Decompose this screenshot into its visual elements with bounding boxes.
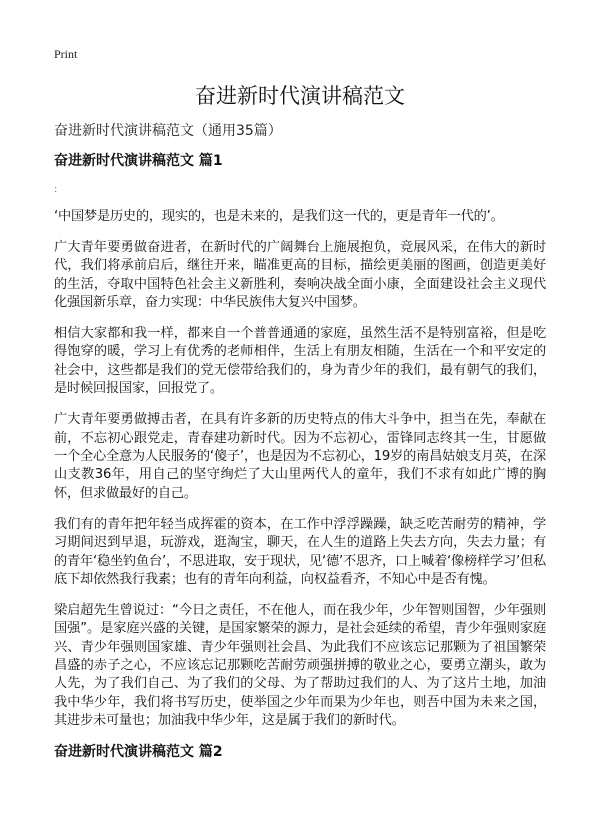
document-subtitle: 奋进新时代演讲稿范文（通用35篇） — [54, 123, 282, 139]
section-heading: 奋进新时代演讲稿范文 篇2 — [54, 744, 223, 761]
section-heading: 奋进新时代演讲稿范文 篇1 — [54, 153, 223, 169]
print-link[interactable]: Print — [54, 47, 78, 61]
paragraph: 梁启超先生曾说过：“今日之责任，不在他人，而在我少年，少年智则国智，少年强则国强”。是家庭兴盛的关键，是国家繁荣的源力，是社会延续的希望，青少年强则家庭兴、青少年强则国家雄、青少年强则社会昌、为此我们不应该忘记那颗为了祖国繁荣昌盛的赤子之心，不应该忘记那颗吃苦耐劳顽强拼搏的敬业之心，要勇立潮头，敢为人先，为了我们自己、为了我们的父母、为了帮助过我们的人、为了这片土地，加油我中华少年，我们将书写历史，使举国之少年而果为少年也，则吾中国为未来之国，其进步未可量也；加油我中华少年，这是属于我们的新时代。 — [54, 602, 546, 729]
paragraph: 广大青年要勇做奋进者，在新时代的广阔舞台上施展抱负，竞展风采，在伟大的新时代，我们将承前启后，继往开来，瞄准更高的目标，描绘更美丽的图画，创造更美好的生活，夺取中国特色社会主义新胜利，奏响决战全面小康，全面建设社会主义现代化强国新乐章，奋力实现：中华民族伟大复兴中国梦。 — [54, 239, 546, 311]
paragraph: 相信大家都和我一样，都来自一个普普通通的家庭，虽然生活不是特别富裕，但是吃得饱穿的暖，学习上有优秀的老师相伴，生活上有朋友相随，生活在一个和平安定的社会中，这些都是我们的党无偿带给我们的，身为青少年的我们，最有朝气的我们，是时候回报国家，回报党了。 — [54, 326, 546, 397]
document-title: 奋进新时代演讲稿范文 — [195, 84, 405, 108]
paragraph: ‘中国梦是历史的，现实的，也是未来的，是我们这一代的，更是青年一代的’。 — [54, 209, 504, 224]
paragraph: 广大青年要勇做搏击者，在具有许多新的历史特点的伟大斗争中，担当在先，奉献在前，不忘初心跟党走，青春建功新时代。因为不忘初心，雷锋同志终其一生，甘愿做一个全心全意为人民服务的‘傻子’，也是因为不忘初心，19岁的南昌姑娘支月英，在深山支教36年，用自己的坚守绚烂了大山里两代人的童年，我们不求有如此广博的胸怀，但求做最好的自己。 — [54, 412, 546, 501]
document-body — [54, 122, 546, 773]
section-marker: : — [54, 184, 58, 195]
paragraph: 我们有的青年把年轻当成挥霍的资本，在工作中浮浮躁躁，缺乏吃苦耐劳的精神，学习期间迟到早退，玩游戏，逛淘宝，聊天，在人生的道路上失去方向，失去力量；有的青年‘稳坐钓鱼台’，不思进取，安于现状，见‘德’不思齐，口上喊着‘像榜样学习’但私底下却依然我行我素；也有的青年向利益，向权益看齐，不知心中是否有愧。 — [54, 516, 546, 587]
